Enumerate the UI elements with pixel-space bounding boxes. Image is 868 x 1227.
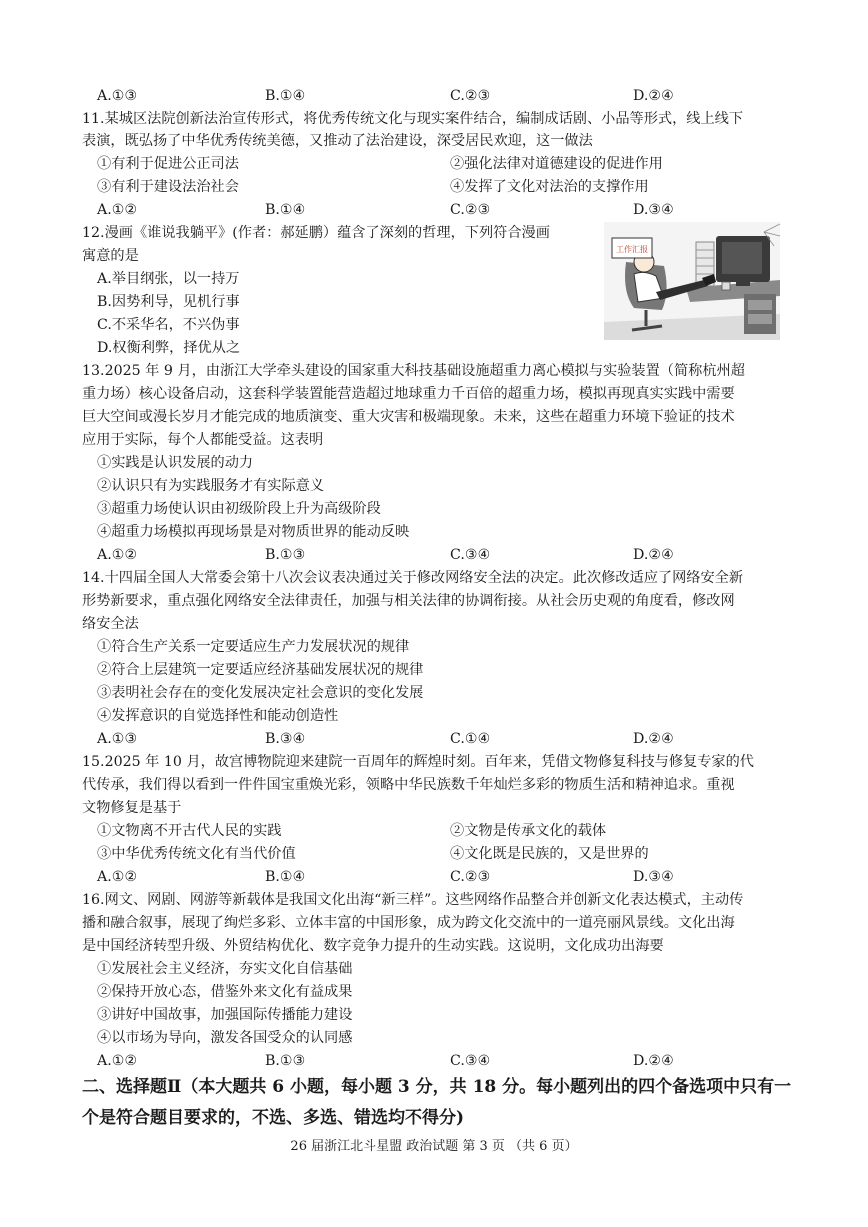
q14-option-c: C.①④ [450, 731, 491, 747]
q11-item-2: ②强化法律对道德建设的促进作用 [450, 156, 663, 172]
q13-stem-line: 13.2025 年 9 月，由浙江大学牵头建设的国家重大科技基础设施超重力离心模拟与实验装置（简称杭州超 [82, 363, 745, 379]
q11-item-4: ④发挥了文化对法治的支撑作用 [450, 179, 649, 195]
q15-item-3: ③中华优秀传统文化有当代价值 [97, 846, 296, 862]
q14-stem-line: 14.十四届全国人大常委会第十八次会议表决通过关于修改网络安全法的决定。此次修改适应了网络安全新 [82, 570, 744, 586]
q13-option-a: A.①② [97, 547, 138, 563]
q13-stem-line: 巨大空间或漫长岁月才能完成的地质演变、重大灾害和极端现象。未来，这些在超重力环境下验证的技术 [82, 409, 735, 425]
q14-option-b: B.③④ [265, 731, 306, 747]
q16-option-b: B.①③ [265, 1053, 306, 1069]
q13-item-4: ④超重力场模拟再现场景是对物质世界的能动反映 [97, 524, 410, 540]
q12-stem-line: 寓意的是 [82, 248, 139, 264]
q16-stem-line: 16.网文、网剧、网游等新载体是我国文化出海“新三样”。这些网络作品整合并创新文化表达模式，主动传 [82, 892, 744, 908]
q11-item-1: ①有利于促进公正司法 [97, 156, 239, 172]
q13-item-1: ①实践是认识发展的动力 [97, 455, 254, 471]
q15-item-2: ②文物是传承文化的载体 [450, 823, 607, 839]
q14-item-1: ①符合生产关系一定要适应生产力发展状况的规律 [97, 639, 410, 655]
q13-option-b: B.①③ [265, 547, 306, 563]
q15-option-a: A.①② [97, 869, 138, 885]
q16-item-4: ④以市场为导向，激发各国受众的认同感 [97, 1030, 353, 1046]
section-2-line: 二、选择题Ⅱ（本大题共 6 小题，每小题 3 分，共 18 分。每小题列出的四个备选项中只有一 [82, 1077, 792, 1097]
q14-option-d: D.②④ [633, 731, 674, 747]
section-2-line: 个是符合题目要求的，不选、多选、错选均不得分) [82, 1108, 465, 1128]
q16-option-c: C.③④ [450, 1053, 491, 1069]
q12-option-c: C.不采华名，不兴伪事 [97, 317, 240, 333]
q14-stem-line: 形势新要求，重点强化网络安全法律责任，加强与相关法律的协调衔接。从社会历史观的角度看，修改网 [82, 593, 735, 609]
q14-stem-line: 络安全法 [82, 616, 139, 632]
q13-option-c: C.③④ [450, 547, 491, 563]
q13-item-3: ③超重力场使认识由初级阶段上升为高级阶段 [97, 501, 381, 517]
q11-option-a: A.①② [97, 202, 138, 218]
q14-item-4: ④发挥意识的自觉选择性和能动创造性 [97, 708, 339, 724]
q16-stem-line: 是中国经济转型升级、外贸结构优化、数字竞争力提升的生动实践。这说明，文化成功出海要 [82, 938, 664, 954]
q15-stem-line: 代传承，我们得以看到一件件国宝重焕光彩，领略中华民族数千年灿烂多彩的物质生活和精神追求。重视 [82, 777, 735, 793]
q15-item-4: ④文化既是民族的，又是世界的 [450, 846, 649, 862]
q15-stem-line: 文物修复是基于 [82, 800, 182, 816]
q14-item-3: ③表明社会存在的变化发展决定社会意识的变化发展 [97, 685, 424, 701]
q12-option-b: B.因势利导，见机行事 [97, 294, 240, 310]
q11-item-3: ③有利于建设法治社会 [97, 179, 239, 195]
q10-option-b: B.①④ [265, 88, 306, 104]
q11-option-c: C.②③ [450, 202, 491, 218]
q15-item-1: ①文物离不开古代人民的实践 [97, 823, 282, 839]
q15-option-d: D.③④ [633, 869, 674, 885]
q15-option-b: B.①④ [265, 869, 306, 885]
q16-stem-line: 播和融合叙事，展现了绚烂多彩、立体丰富的中国形象，成为跨文化交流中的一道亮丽风景线。文化出海 [82, 915, 735, 931]
page-footer: 26 届浙江北斗星盟 政治试题 第 3 页 （共 6 页） [290, 1139, 578, 1154]
q16-option-a: A.①② [97, 1053, 138, 1069]
q13-item-2: ②认识只有为实践服务才有实际意义 [97, 478, 325, 494]
cartoon-image [604, 222, 780, 340]
q16-item-3: ③讲好中国故事，加强国际传播能力建设 [97, 1007, 353, 1023]
q15-stem-line: 15.2025 年 10 月，故宫博物院迎来建院一百周年的辉煌时刻。百年来，凭借文物修复科技与修复专家的代 [82, 754, 754, 770]
q10-option-c: C.②③ [450, 88, 491, 104]
q11-option-b: B.①④ [265, 202, 306, 218]
q14-item-2: ②符合上层建筑一定要适应经济基础发展状况的规律 [97, 662, 424, 678]
q12-stem-line: 12.漫画《谁说我躺平》(作者：郝延鹏）蕴含了深刻的哲理，下列符合漫画 [82, 225, 550, 241]
q16-item-1: ①发展社会主义经济，夯实文化自信基础 [97, 961, 353, 977]
q15-option-c: C.②③ [450, 869, 491, 885]
q13-stem-line: 应用于实际，每个人都能受益。这表明 [82, 432, 324, 448]
q13-stem-line: 重力场）核心设备启动，这套科学装置能营造超过地球重力千百倍的超重力场，模拟再现真实实践中需要 [82, 386, 735, 402]
q12-option-d: D.权衡利弊，择优从之 [97, 340, 241, 356]
cartoon-sign-label: 工作汇报 [616, 245, 648, 254]
q14-option-a: A.①③ [97, 731, 138, 747]
q12-option-a: A.举目纲张，以一持万 [97, 271, 240, 287]
q16-item-2: ②保持开放心态，借鉴外来文化有益成果 [97, 984, 353, 1000]
q16-option-d: D.②④ [633, 1053, 674, 1069]
q13-option-d: D.②④ [633, 547, 674, 563]
q10-option-a: A.①③ [97, 88, 138, 104]
q10-option-d: D.②④ [633, 88, 674, 104]
q11-stem-line: 11.某城区法院创新法治宣传形式，将优秀传统文化与现实案件结合，编制成话剧、小品等形式，线上线下 [82, 111, 744, 127]
q11-stem-line: 表演，既弘扬了中华优秀传统美德，又推动了法治建设，深受居民欢迎，这一做法 [82, 133, 593, 149]
q11-option-d: D.③④ [633, 202, 674, 218]
